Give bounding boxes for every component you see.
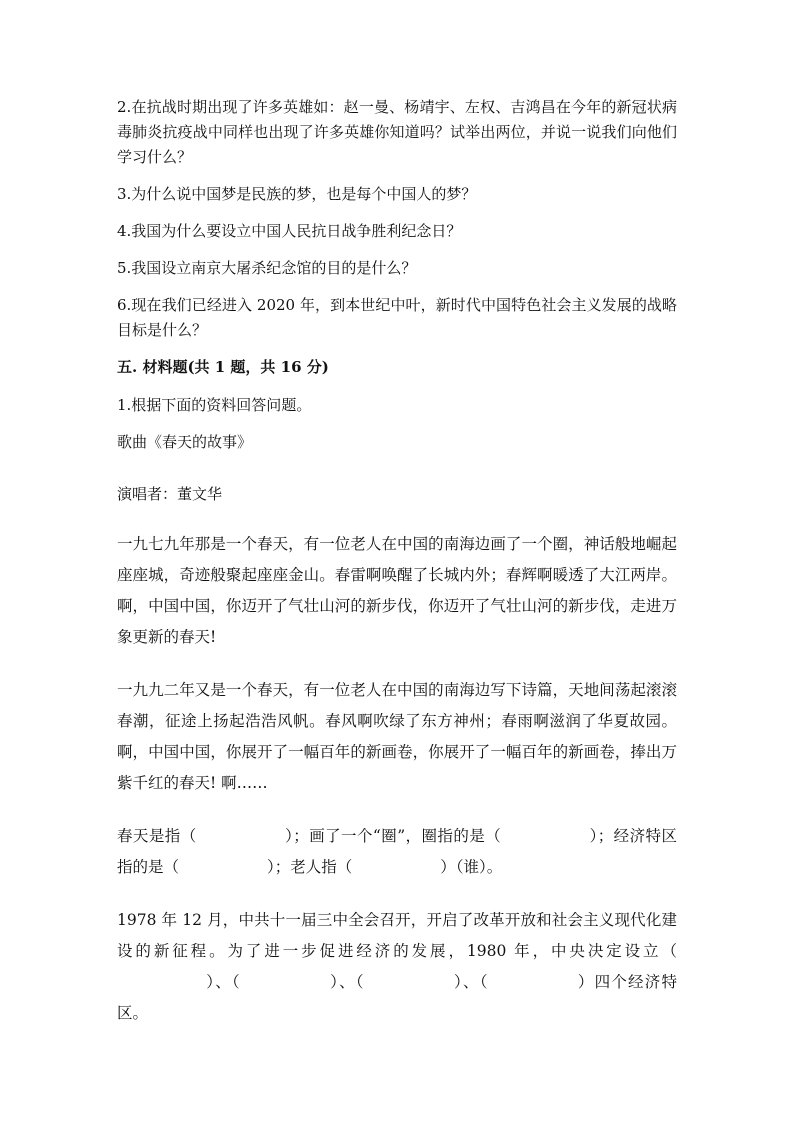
- fill-text: 春天是指（: [117, 827, 197, 845]
- material-question-1: 1.根据下面的资料回答问题。: [117, 396, 312, 414]
- fill-blank-paragraph-2: [117, 905, 677, 1029]
- fill-text: ）、（: [452, 973, 489, 991]
- question-4: 4.我国为什么要设立中国人民抗日战争胜利纪念日？: [117, 222, 462, 240]
- document-page: [117, 95, 677, 1051]
- fill-text: （: [661, 942, 677, 960]
- fill-text: 1978 年 12 月，中共十一届三中全会召开，开启了改革开放和社会主义现代化建设的新征程。为了进一步促进经济的发展，1980 年，中央决定设立: [117, 911, 677, 960]
- fill-text: ）四个经济特区。: [117, 973, 677, 1022]
- fill-text: ）、（: [205, 973, 241, 991]
- question-3: 3.为什么说中国梦是民族的梦，也是每个中国人的梦？: [117, 185, 477, 203]
- fill-text: ）；老人指（: [267, 858, 353, 876]
- lyric-verse-1: 一九七九年那是一个春天，有一位老人在中国的南海边画了一个圈，神话般地崛起座座城，奇迹般聚起座座金山。春雷啊唤醒了长城内外；春辉啊暖透了大江两岸。啊，中国中国，你迈开了气壮山河的新步伐，你迈开了气壮山河的新步伐，走进万象更新的春天!: [117, 535, 677, 646]
- fill-blank-paragraph-1: [117, 821, 677, 883]
- singer-line: 演唱者：董文华: [117, 485, 223, 503]
- section-title: 五. 材料题(共 1 题，共 16 分): [117, 358, 329, 376]
- question-6: 6.现在我们已经进入 2020 年，到本世纪中叶，新时代中国特色社会主义发展的战略目标是什么？: [117, 296, 677, 339]
- fill-text: ）、（: [328, 973, 365, 991]
- fill-text: ）；画了一个“圈”，圈指的是（: [284, 827, 502, 845]
- lyric-verse-2: 一九九二年又是一个春天，有一位老人在中国的南海边写下诗篇，天地间荡起滚滚春潮，征途上扬起浩浩风帆。春风啊吹绿了东方神州；春雨啊滋润了华夏故园。啊，中国中国，你展开了一幅百年的新画卷，你展开了一幅百年的新画卷，捧出万紫千红的春天! 啊……: [117, 681, 677, 792]
- song-title: 歌曲《春天的故事》: [117, 433, 253, 451]
- question-5: 5.我国设立南京大屠杀纪念馆的目的是什么？: [117, 259, 417, 277]
- fill-text: ）（谁）。: [440, 858, 503, 876]
- question-2: 2.在抗战时期出现了许多英雄如：赵一曼、杨靖宇、左权、吉鸿昌在今年的新冠状病毒肺炎抗疫战中同样也出现了许多英雄你知道吗？试举出两位，并说一说我们向他们学习什么？: [117, 98, 677, 166]
- fill-text: ）；经济特区指的是（: [117, 827, 677, 876]
